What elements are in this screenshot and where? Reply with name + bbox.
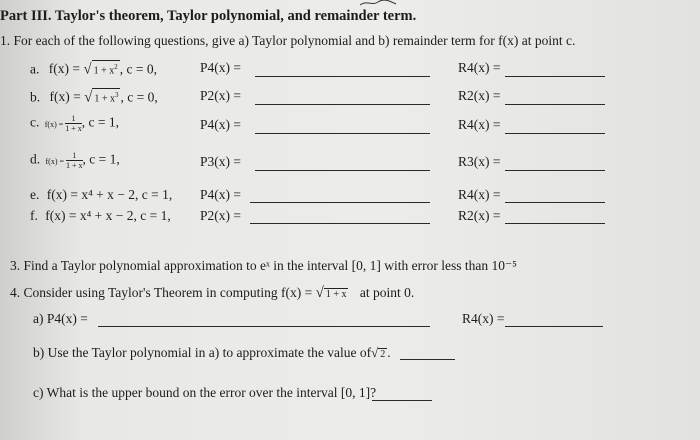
row-a-rem-label: R4(x) = bbox=[458, 60, 501, 75]
row-d-rem-blank[interactable] bbox=[505, 170, 605, 171]
radical-sign: √ bbox=[315, 285, 324, 301]
radical-sign: √ bbox=[83, 61, 92, 78]
question-1-prompt: 1. For each of the following questions, give a) Taylor polynomial and b) remainder term for f(x) at point c. bbox=[0, 33, 576, 48]
row-d-func: f(x) = bbox=[45, 156, 67, 166]
row-a-radicand: $1 + x^2$ bbox=[92, 60, 120, 77]
row-a-poly-label: P4(x) = bbox=[200, 60, 241, 75]
row-c-label: c. bbox=[30, 114, 40, 130]
row-d-poly-blank[interactable] bbox=[255, 170, 430, 171]
row-f-label: f. bbox=[30, 208, 38, 223]
row-d-fraction: $\frac{1}{1 + x}$ bbox=[66, 151, 83, 170]
row-b-poly-label: P2(x) = bbox=[200, 88, 241, 103]
question-4a-poly-blank[interactable] bbox=[98, 326, 430, 327]
row-f-poly-blank[interactable] bbox=[250, 223, 430, 224]
question-4 bbox=[10, 285, 414, 302]
row-a bbox=[30, 60, 157, 78]
row-c-poly-blank[interactable] bbox=[255, 133, 430, 134]
row-b-rem-label: R2(x) = bbox=[458, 88, 501, 103]
row-d-rem-label: R3(x) = bbox=[458, 154, 501, 169]
row-b-point: , c = 0, bbox=[120, 89, 158, 105]
question-4b-radicand: 2 bbox=[380, 349, 386, 360]
row-c-poly-label: P4(x) = bbox=[200, 117, 241, 132]
row-a-label: a. bbox=[30, 61, 40, 77]
row-c-point: , c = 1, bbox=[81, 114, 120, 130]
row-c-fraction: $\frac{1}{1 + x}$ bbox=[65, 114, 82, 133]
row-e-poly-blank[interactable] bbox=[250, 202, 430, 203]
question-4-prefix: 4. Consider using Taylor's Theorem in computing f(x) = bbox=[10, 285, 316, 300]
row-b bbox=[30, 88, 158, 106]
row-d-poly-label: P3(x) = bbox=[200, 154, 241, 169]
question-4b-blank[interactable] bbox=[400, 359, 455, 360]
row-f bbox=[30, 208, 171, 224]
question-4c-blank[interactable] bbox=[372, 400, 432, 401]
row-a-rem-blank[interactable] bbox=[505, 76, 605, 77]
row-b-poly-blank[interactable] bbox=[255, 104, 430, 105]
row-e bbox=[30, 187, 172, 203]
row-b-func: f(x) = bbox=[49, 89, 85, 105]
question-4a-label: a) P4(x) = bbox=[33, 311, 88, 326]
row-b-radicand: $1 + x^3$ bbox=[92, 88, 120, 105]
row-d-point: , c = 1, bbox=[82, 151, 120, 167]
row-e-label: e. bbox=[30, 187, 40, 202]
question-4-suffix: at point 0. bbox=[359, 285, 415, 300]
row-a-point: , c = 0, bbox=[119, 61, 157, 77]
page-title: Part III. Taylor's theorem, Taylor polynomial, and remainder term. bbox=[0, 8, 417, 24]
pen-scribble bbox=[358, 0, 398, 6]
row-f-rem-blank[interactable] bbox=[505, 223, 605, 224]
row-b-label: b. bbox=[30, 89, 41, 105]
row-c-rem-blank[interactable] bbox=[505, 133, 605, 134]
row-e-rem-label: R4(x) = bbox=[458, 187, 501, 202]
row-c-rem-label: R4(x) = bbox=[458, 117, 501, 132]
radical-sign: √ bbox=[371, 345, 379, 360]
row-f-rem-label: R2(x) = bbox=[458, 208, 501, 223]
row-e-poly-label: P4(x) = bbox=[200, 187, 241, 202]
row-a-poly-blank[interactable] bbox=[255, 76, 430, 77]
row-d bbox=[30, 151, 120, 170]
row-e-func: f(x) = x⁴ + x − 2, c = 1, bbox=[46, 187, 173, 202]
radical-sign: √ bbox=[84, 89, 93, 106]
question-4a-rem-blank[interactable] bbox=[505, 326, 603, 327]
row-a-func: f(x) = bbox=[48, 61, 84, 77]
question-4a-rem-label: R4(x) = bbox=[462, 311, 505, 326]
row-b-rem-blank[interactable] bbox=[505, 104, 605, 105]
row-e-rem-blank[interactable] bbox=[505, 202, 605, 203]
question-4-radicand: 1 + x bbox=[325, 289, 347, 300]
question-4b-text: b) Use the Taylor polynomial in a) to approximate the value of bbox=[33, 345, 372, 360]
question-4c-text: c) What is the upper bound on the error over the interval [0, 1]? bbox=[33, 385, 377, 400]
row-f-func: f(x) = x⁴ + x − 2, c = 1, bbox=[45, 208, 171, 223]
question-3: 3. Find a Taylor polynomial approximation to eˣ in the interval [0, 1] with error less than 10⁻⁵ bbox=[10, 258, 517, 273]
row-f-poly-label: P2(x) = bbox=[200, 208, 241, 223]
row-d-label: d. bbox=[30, 151, 41, 167]
row-c-func: f(x) = bbox=[44, 119, 66, 129]
question-4b: b) Use the Taylor polynomial in a) to approximate the value of√ 2 . bbox=[33, 345, 391, 360]
row-c bbox=[30, 114, 119, 133]
